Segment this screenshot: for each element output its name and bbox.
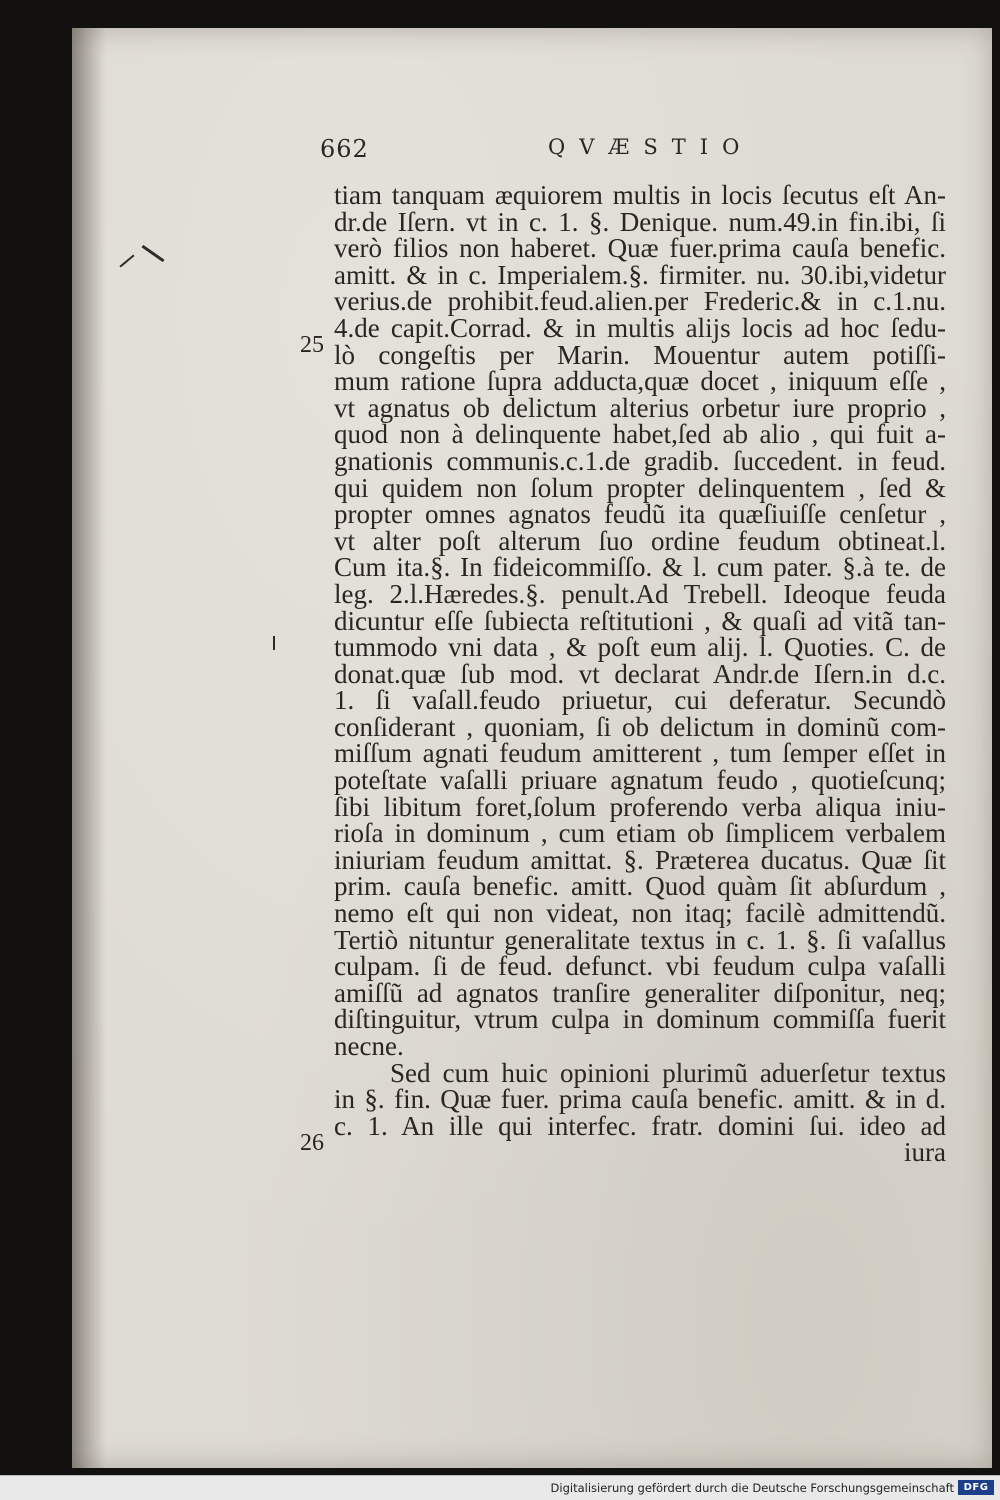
text-line: necne. — [334, 1031, 404, 1061]
text-line: dicuntur eſſe ſubiecta reſtitutioni , & quaſi ad vitã tan- — [334, 605, 946, 636]
text-line: qui quidem non ſolum propter delinquentem , ſed & — [334, 472, 946, 503]
text-line: verius.de prohibit.feud.alien.per Frederic.& in c.1.nu. — [334, 286, 946, 317]
running-head: QVÆSTIO — [548, 135, 754, 159]
text-line: mum ratione ſupra adducta,quæ docet , iniquum eſſe , — [334, 366, 946, 397]
text-line: rioſa in dominum , cum etiam ob ſimplicem verbalem — [334, 818, 946, 849]
text-line: tiam tanquam æquiorem multis in locis ſecutus eſt An- — [334, 180, 946, 210]
text-line: Sed cum huic opinioni plurimũ aduerſetur textus — [390, 1057, 946, 1088]
catchword: iura — [904, 1137, 946, 1168]
margin-note-25: 25 — [300, 332, 324, 358]
text-line: prim. cauſa benefic. amitt. Quod quàm ſit abſurdum , — [334, 871, 946, 902]
text-line: propter omnes agnatos feudũ ita quæſiuiſſe cenſetur , — [334, 499, 946, 530]
text-line: in §. fin. Quæ fuer. prima cauſa benefic. amitt. & in d. — [334, 1084, 946, 1115]
text-line: Tertiò nituntur generalitate textus in c. 1. §. ſi vaſallus — [334, 924, 946, 955]
text-line: quod non à delinquente habet,ſed ab alio , qui fuit a- — [334, 419, 946, 450]
body-text — [334, 182, 946, 1166]
text-line: donat.quæ ſub mod. vt declarat Andr.de Iſern.in d.c. — [334, 658, 946, 689]
text-line: amitt. & in c. Imperialem.§. firmiter. nu. 30.ibi,videtur — [334, 259, 946, 290]
text-line: iniuriam feudum amittat. §. Præterea ducatus. Quæ ſit — [334, 844, 946, 875]
text-line: 1. ſi vaſall.feudo priuetur, cui deferatur. Secundò — [334, 685, 946, 716]
text-line: 4.de capit.Corrad. & in multis alijs locis ad hoc ſedu- — [334, 312, 946, 343]
text-line: conſiderant , quoniam, ſi ob delictum in dominũ com- — [334, 711, 946, 742]
text-line: miſſum agnati feudum amitterent , tum ſemper eſſet in — [334, 738, 946, 769]
margin-note-26: 26 — [300, 1130, 324, 1156]
text-line: tummodo vni data , & poſt eum alij. l. Quoties. C. de — [334, 632, 946, 663]
text-line: Cum ita.§. In fideicommiſſo. & l. cum pater. §.à te. de — [334, 552, 946, 583]
dfg-logo: DFG — [958, 1480, 994, 1495]
footer-bar — [0, 1475, 1000, 1500]
page-number: 662 — [320, 135, 369, 163]
text-line: ſibi libitum foret,ſolum proferendo verba aliqua iniu- — [334, 791, 946, 822]
text-line: amiſſũ ad agnatos tranſire generaliter diſponitur, neq; — [334, 977, 946, 1008]
text-line: vt alter poſt alterum ſuo ordine feudum obtineat.l. — [334, 525, 946, 556]
text-line: poteſtate vaſalli priuare agnatum feudo , quotieſcunq; — [334, 765, 946, 796]
text-line: verò filios non haberet. Quæ fuer.prima cauſa benefic. — [334, 233, 946, 264]
footer-credit: Digitalisierung gefördert durch die Deutsche Forschungsgemeinschaft — [550, 1481, 954, 1495]
text-line: c. 1. An ille qui interfec. fratr. domini ſui. ideo ad — [334, 1110, 946, 1141]
text-line: nemo eſt qui non videat, non itaq; facilè admittendũ. — [334, 898, 946, 929]
text-line: vt agnatus ob delictum alterius orbetur iure proprio , — [334, 392, 946, 423]
text-line: leg. 2.l.Hæredes.§. penult.Ad Trebell. Ideoque feuda — [334, 578, 946, 609]
page-header — [320, 135, 950, 171]
text-line: lò congeſtis per Marin. Mouentur autem potiſſi- — [334, 339, 946, 370]
text-line: diſtinguitur, vtrum culpa in dominum commiſſa fuerit — [334, 1004, 946, 1035]
text-line: culpam. ſi de feud. defunct. vbi feudum culpa vaſalli — [334, 951, 946, 982]
ink-mark — [273, 636, 275, 650]
text-line: dr.de Iſern. vt in c. 1. §. Denique. num.49.in fin.ibi, ſi — [334, 206, 946, 237]
text-line: gnationis communis.c.1.de gradib. ſuccedent. in feud. — [334, 445, 946, 476]
gutter-shadow — [72, 28, 106, 1468]
